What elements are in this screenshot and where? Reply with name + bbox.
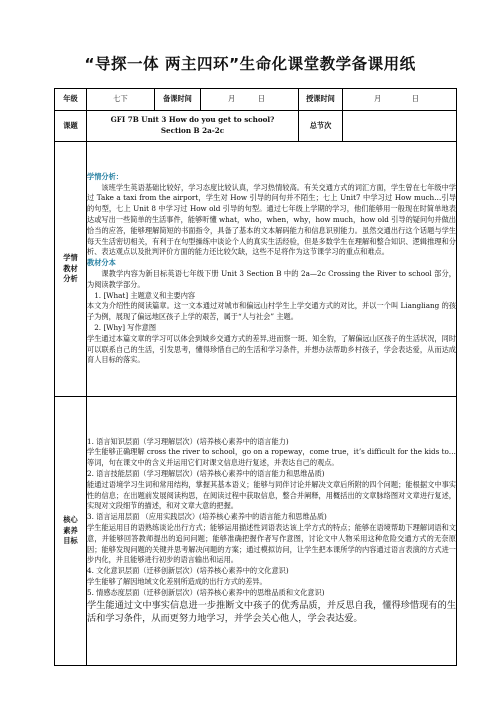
goal-item: 5. 情感态度层面（迁移创新层次）(培养核心素养中的思维品质和文化意识) [87, 587, 325, 597]
analysis-label [55, 142, 87, 397]
analysis-label-line: 教材 [63, 263, 78, 273]
topic-line-1: GFI 7B Unit 3 How do you get to school? [110, 115, 275, 125]
topic-row [55, 111, 457, 142]
goal-item: 学生能通过文中事实信息进一步推断文中孩子的优秀品质，并反思自我，懂得珍惜现有的生活和学习条件，从而更努力地学习，并学会关心他人，学会表达爱。 [87, 599, 456, 624]
topic-label: 课题 [55, 111, 87, 142]
goal-item: 3. 语言运用层面 （应用实践层次）(培养核心素养中的语言能力和思维品质) [87, 512, 327, 522]
goals-label-line: 素养 [63, 525, 78, 535]
grade-value: 七下 [87, 89, 155, 111]
goal-item: 2. 语言技能层面（学习理解层次）(培养核心素养中的语言能力和思维品质) [87, 469, 325, 479]
material-analysis-heading: 教材分本 [87, 258, 116, 268]
goals-label [55, 397, 87, 666]
teach-month: 月 [374, 94, 382, 104]
goals-content [87, 397, 457, 666]
teach-time-value [343, 89, 457, 111]
lesson-plan-table [54, 88, 457, 666]
goal-item: 4. 文化意识层面（迁移创新层次）(培养核心素养中的文化意识) [87, 566, 289, 576]
teach-day: 日 [411, 94, 419, 104]
topic-value [87, 111, 299, 142]
what-text: 本文为介绍性的阅读篇章。这一文本通过对城市和偏远山村学生上学交通方式的对比，并以一个叫 Liangliang 的孩子为例，展现了偏远地区孩子上学的艰苦，属于“人与社会” 主题。 [87, 301, 456, 322]
topic-line-2: Section B 2a-2c [160, 126, 225, 135]
why-heading: 2. [Why] 写作意图 [94, 322, 157, 332]
period-label: 总节次 [299, 111, 343, 142]
goal-item: 学生能运用目的语熟练谈论出行方式；能够运用描述性词语表达该上学方式的特点；能够在语境帮助下理解词语和文意，并能够回答教师提出的追问问题；能够准确把握作者写作意图，讨论文中人物采用这种危险交通方式的无奈原因；能够发现问题的关键并思考解决问题的方案；通过模拟访问，让学生把本课所学的内容通过语言表演的方式进一步内化，并且能够进行初步的语言输出和运用。 [87, 523, 456, 565]
analysis-content [87, 142, 457, 397]
header-row [55, 89, 457, 111]
analysis-label-line: 学情 [63, 252, 78, 262]
prep-time-value [201, 89, 299, 111]
student-analysis-heading: 学情分析： [87, 171, 123, 181]
teach-time-label: 授课时间 [299, 89, 343, 111]
analysis-row [55, 142, 457, 397]
prep-day: 日 [257, 94, 265, 104]
analysis-label-line: 分析 [63, 274, 78, 284]
why-text: 学生通过本篇文章的学习可以体会到城乡交通方式的差异,进而察一斑、知全豹，了解偏远山区孩子的生活状况，同时可以联系自己的生活，引发思考，懂得珍惜自己的生活和学习条件，并想办法帮助乡村孩子，学会表达爱，从而达成育人目标的落实。 [87, 333, 456, 365]
grade-label: 年级 [55, 89, 87, 111]
goals-label-line: 目标 [63, 536, 78, 546]
goals-label-line: 核心 [63, 514, 78, 524]
period-value [343, 111, 457, 142]
prep-month: 月 [228, 94, 236, 104]
goal-item: 学生能够了解因地域文化差别所造成的出行方式的差异。 [87, 577, 267, 587]
what-heading: 1. [What] 主题意义和主要内容 [94, 290, 196, 300]
goal-item: 学生能够正确理解 cross the river to school，go on a ropeway，come true，it’s difficult for the kids to…等词，句在课文中的含义并运用它们对课文信息进行复述，并表达自己的观点。 [87, 447, 456, 468]
goal-item: 能通过语境学习生词和常用结构，掌握其基本语义；能够与同伴讨论并解决文章后所附的四个问题；能根据文中事实性的信息；在出题前发展阅读构思，在阅读过程中获取信息，整合并阐释，用概括出的文章脉络图对文章进行复述，实现对文段细节的描述，和对文章大意的把握。 [87, 479, 456, 511]
page-title: “导探一体 两主四环”生命化课堂教学备课用纸 [84, 55, 416, 73]
prep-time-label: 备课时间 [155, 89, 201, 111]
material-analysis-text: 课教学内容为新目标英语七年级下册 Unit 3 Section B 中的 2a—2c Crossing the River to school 部分，为阅读教学部分。 [87, 269, 456, 289]
goals-row [55, 397, 457, 666]
goal-item: 1. 语言知识层面（学习理解层次）(培养核心素养中的语言能力) [87, 436, 289, 446]
student-analysis-text: 该班学生英语基础比较好，学习态度比较认真，学习热情较高。有关交通方式的词汇方面，学生曾在七年级中学过 Take a taxi from the airport，学生对 How 引导的问句并不陌生；七上 Unit7 中学习过 How much…引导的句型，七上 Unit 8 中学习过 How old 引导的句型。通过七年级上学期的学习，他们能够用一般现在时简单地表达或写出一些简单的生活事件，能够听懂 what，who，when，why，how much，how old 引导的疑问句并做出恰当的应答，能够理解简短的书面指令，具备了基本的文本解码能力和信息识别能力。虽然交通出行这个话题与学生每天生活密切相关，有利于在句型操练中谈论个人的真实生活经验，但是多数学生在理解和整合知识、逻辑推理和分析、表达观点以及批判评价方面的能力还比较欠缺，这些不足将作为这节课学习的重点和难点。 [87, 182, 456, 257]
